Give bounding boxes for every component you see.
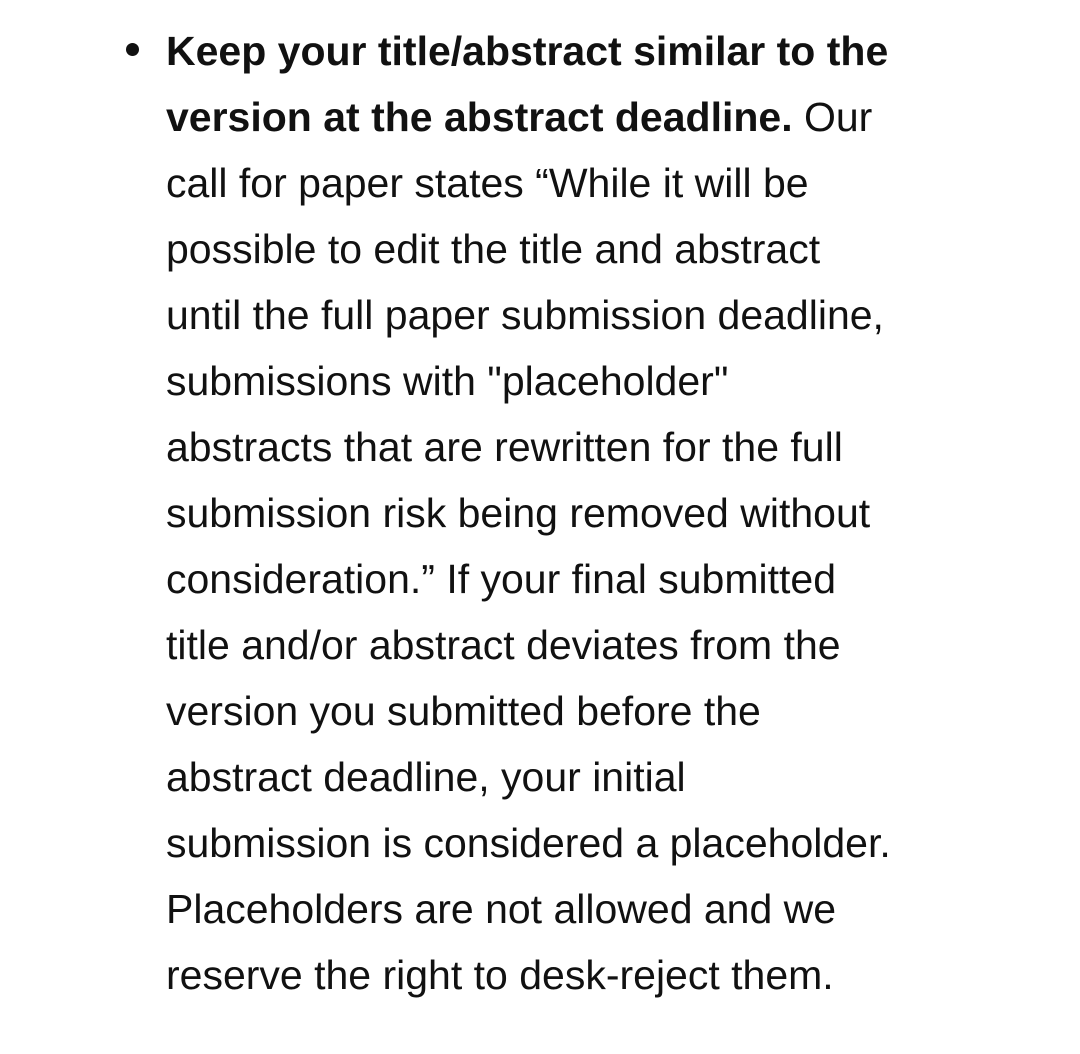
text-line-4: possible to edit the title and abstract xyxy=(166,226,821,272)
text-line-9: consideration.” If your final submitted xyxy=(166,556,836,602)
text-line-1 xyxy=(166,18,1046,84)
bold-heading-part-1: Keep your title/abstract similar to the xyxy=(166,28,889,74)
bullet-icon xyxy=(126,43,139,56)
guideline-list xyxy=(0,18,1080,1008)
text-line-10: title and/or abstract deviates from the xyxy=(166,622,841,668)
bold-heading-part-2: version at the abstract deadline. xyxy=(166,94,793,140)
text-line-14: Placeholders are not allowed and we xyxy=(166,886,837,932)
text-line-6: submissions with "placeholder" xyxy=(166,358,729,404)
text-line-11: version you submitted before the xyxy=(166,688,761,734)
text-line-7: abstracts that are rewritten for the full xyxy=(166,424,843,470)
text-line-12: abstract deadline, your initial xyxy=(166,754,686,800)
text-line-8: submission risk being removed without xyxy=(166,490,871,536)
text-line-2 xyxy=(166,84,1046,150)
list-item xyxy=(166,18,1046,1008)
text-line-3: call for paper states “While it will be xyxy=(166,160,809,206)
document-content xyxy=(0,18,1080,1008)
text-line-5: until the full paper submission deadline, xyxy=(166,292,884,338)
text-line-13: submission is considered a placeholder. xyxy=(166,820,891,866)
text-line-15: reserve the right to desk-reject them. xyxy=(166,952,834,998)
line-text: Our xyxy=(792,94,873,140)
